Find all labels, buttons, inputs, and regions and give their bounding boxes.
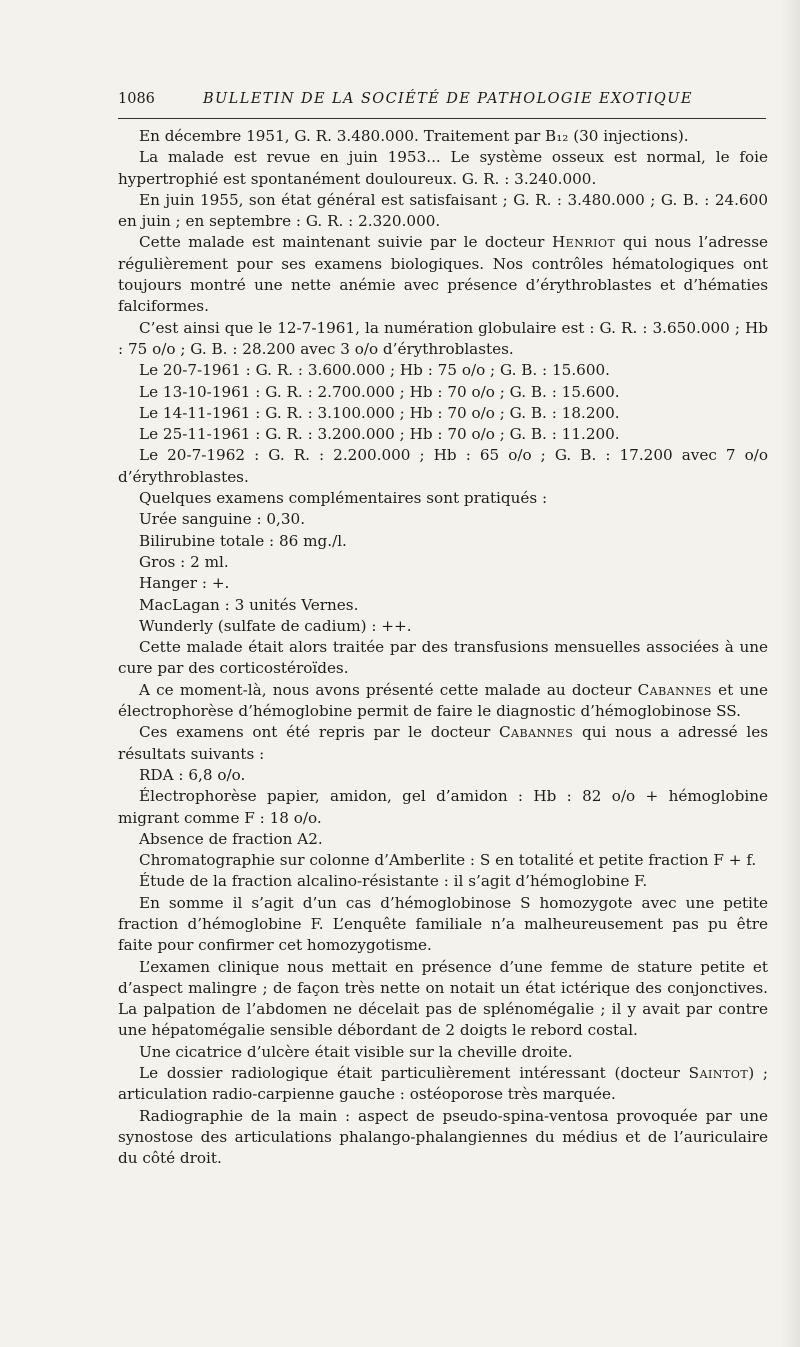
paragraph: Wunderly (sulfate de cadium) : ++. — [139, 616, 412, 635]
paragraph: Le 13-10-1961 : G. R. : 2.700.000 ; Hb : 70 o/o ; G. B. : 15.600. — [139, 382, 620, 401]
paragraph: Le 20-7-1962 : G. R. : 2.200.000 ; Hb : 65 o/o ; G. B. : 17.200 avec 7 o/o d’érythroblastes. — [118, 446, 768, 486]
paragraph: Cette malade était alors traitée par des transfusions mensuelles associées à une cure par des corticostéroïdes. — [118, 638, 768, 678]
paragraph: MacLagan : 3 unités Vernes. — [139, 595, 359, 614]
paragraph: Absence de fraction A2. — [139, 829, 323, 848]
paragraph: Bilirubine totale : 86 mg./l. — [139, 531, 347, 550]
paragraph: Le dossier radiologique était particulièrement intéressant (docteur Saintot) ; articulation radio-carpienne gauche : ostéoporose très marquée. — [118, 1064, 768, 1104]
paragraph: Une cicatrice d’ulcère était visible sur la cheville droite. — [139, 1042, 573, 1061]
paragraph: L’examen clinique nous mettait en présence d’une femme de stature petite et d’aspect malingre ; de façon très nette on notait un état ictérique des conjonctives. La palpation de l’abdomen ne décelait pas de splénomégalie ; il y avait par contre une hépatomégalie sensible débordant de 2 doigts le rebord costal. — [118, 957, 768, 1040]
paragraph: Chromatographie sur colonne d’Amberlite : S en totalité et petite fraction F + f. — [139, 851, 757, 870]
paragraph: Le 25-11-1961 : G. R. : 3.200.000 ; Hb : 70 o/o ; G. B. : 11.200. — [139, 425, 620, 444]
paragraph: En juin 1955, son état général est satisfaisant ; G. R. : 3.480.000 ; G. B. : 24.600 en juin ; en septembre : G. R. : 2.320.000. — [118, 190, 768, 231]
paragraph: Gros : 2 ml. — [139, 552, 229, 571]
journal-title: BULLETIN DE LA SOCIÉTÉ DE PATHOLOGIE EXOTIQUE — [203, 91, 693, 107]
header-rule — [118, 118, 766, 119]
paragraph: A ce moment-là, nous avons présenté cette malade au docteur Cabannes et une électrophorèse d’hémoglobine permit de faire le diagnostic d’hémoglobinose SS. — [118, 680, 768, 721]
paragraph: Électrophorèse papier, amidon, gel d’amidon : Hb : 82 o/o + hémoglobine migrant comme F : 18 o/o. — [118, 787, 768, 827]
paragraph: Quelques examens complémentaires sont pratiqués : — [139, 489, 548, 508]
paragraph: Le 20-7-1961 : G. R. : 3.600.000 ; Hb : 75 o/o ; G. B. : 15.600. — [139, 361, 610, 380]
paragraph: C’est ainsi que le 12-7-1961, la numération globulaire est : G. R. : 3.650.000 ; Hb : 75 o/o ; G. B. : 28.200 avec 3 o/o d’érythroblastes. — [118, 318, 768, 358]
paragraph: RDA : 6,8 o/o. — [139, 765, 246, 784]
paragraph: Radiographie de la main : aspect de pseudo-spina-ventosa provoquée par une synostose des articulations phalango-phalangiennes du médius et de l’auriculaire du côté droit. — [118, 1106, 768, 1168]
paragraph: Le 14-11-1961 : G. R. : 3.100.000 ; Hb : 70 o/o ; G. B. : 18.200. — [139, 403, 620, 422]
page-number: 1086 — [118, 91, 155, 107]
paragraph: La malade est revue en juin 1953... Le système osseux est normal, le foie hypertrophié est spontanément douloureux. G. R. : 3.240.000. — [118, 148, 768, 188]
paragraph: Hanger : +. — [139, 574, 230, 593]
paragraph: En décembre 1951, G. R. 3.480.000. Traitement par B₁₂ (30 injections). — [139, 127, 689, 145]
paragraph: Étude de la fraction alcalino-résistante : il s’agit d’hémoglobine F. — [139, 872, 648, 891]
paragraph: Urée sanguine : 0,30. — [139, 510, 306, 529]
page-edge-shadow — [780, 0, 800, 1347]
article-body — [118, 126, 768, 1170]
running-header — [118, 88, 766, 112]
paragraph: Ces examens ont été repris par le docteur Cabannes qui nous a adressé les résultats suivants : — [118, 723, 768, 763]
paragraph: Cette malade est maintenant suivie par le docteur Henriot qui nous l’adresse régulièrement pour ses examens biologiques. Nos contrôles hématologiques ont toujours montré une nette anémie avec présence d’érythroblastes et d’hématies falciformes. — [118, 233, 768, 316]
paragraph: En somme il s’agit d’un cas d’hémoglobinose S homozygote avec une petite fraction d’hémoglobine F. L’enquête familiale n’a malheureusement pas pu être faite pour confirmer cet homozygotisme. — [118, 893, 768, 955]
